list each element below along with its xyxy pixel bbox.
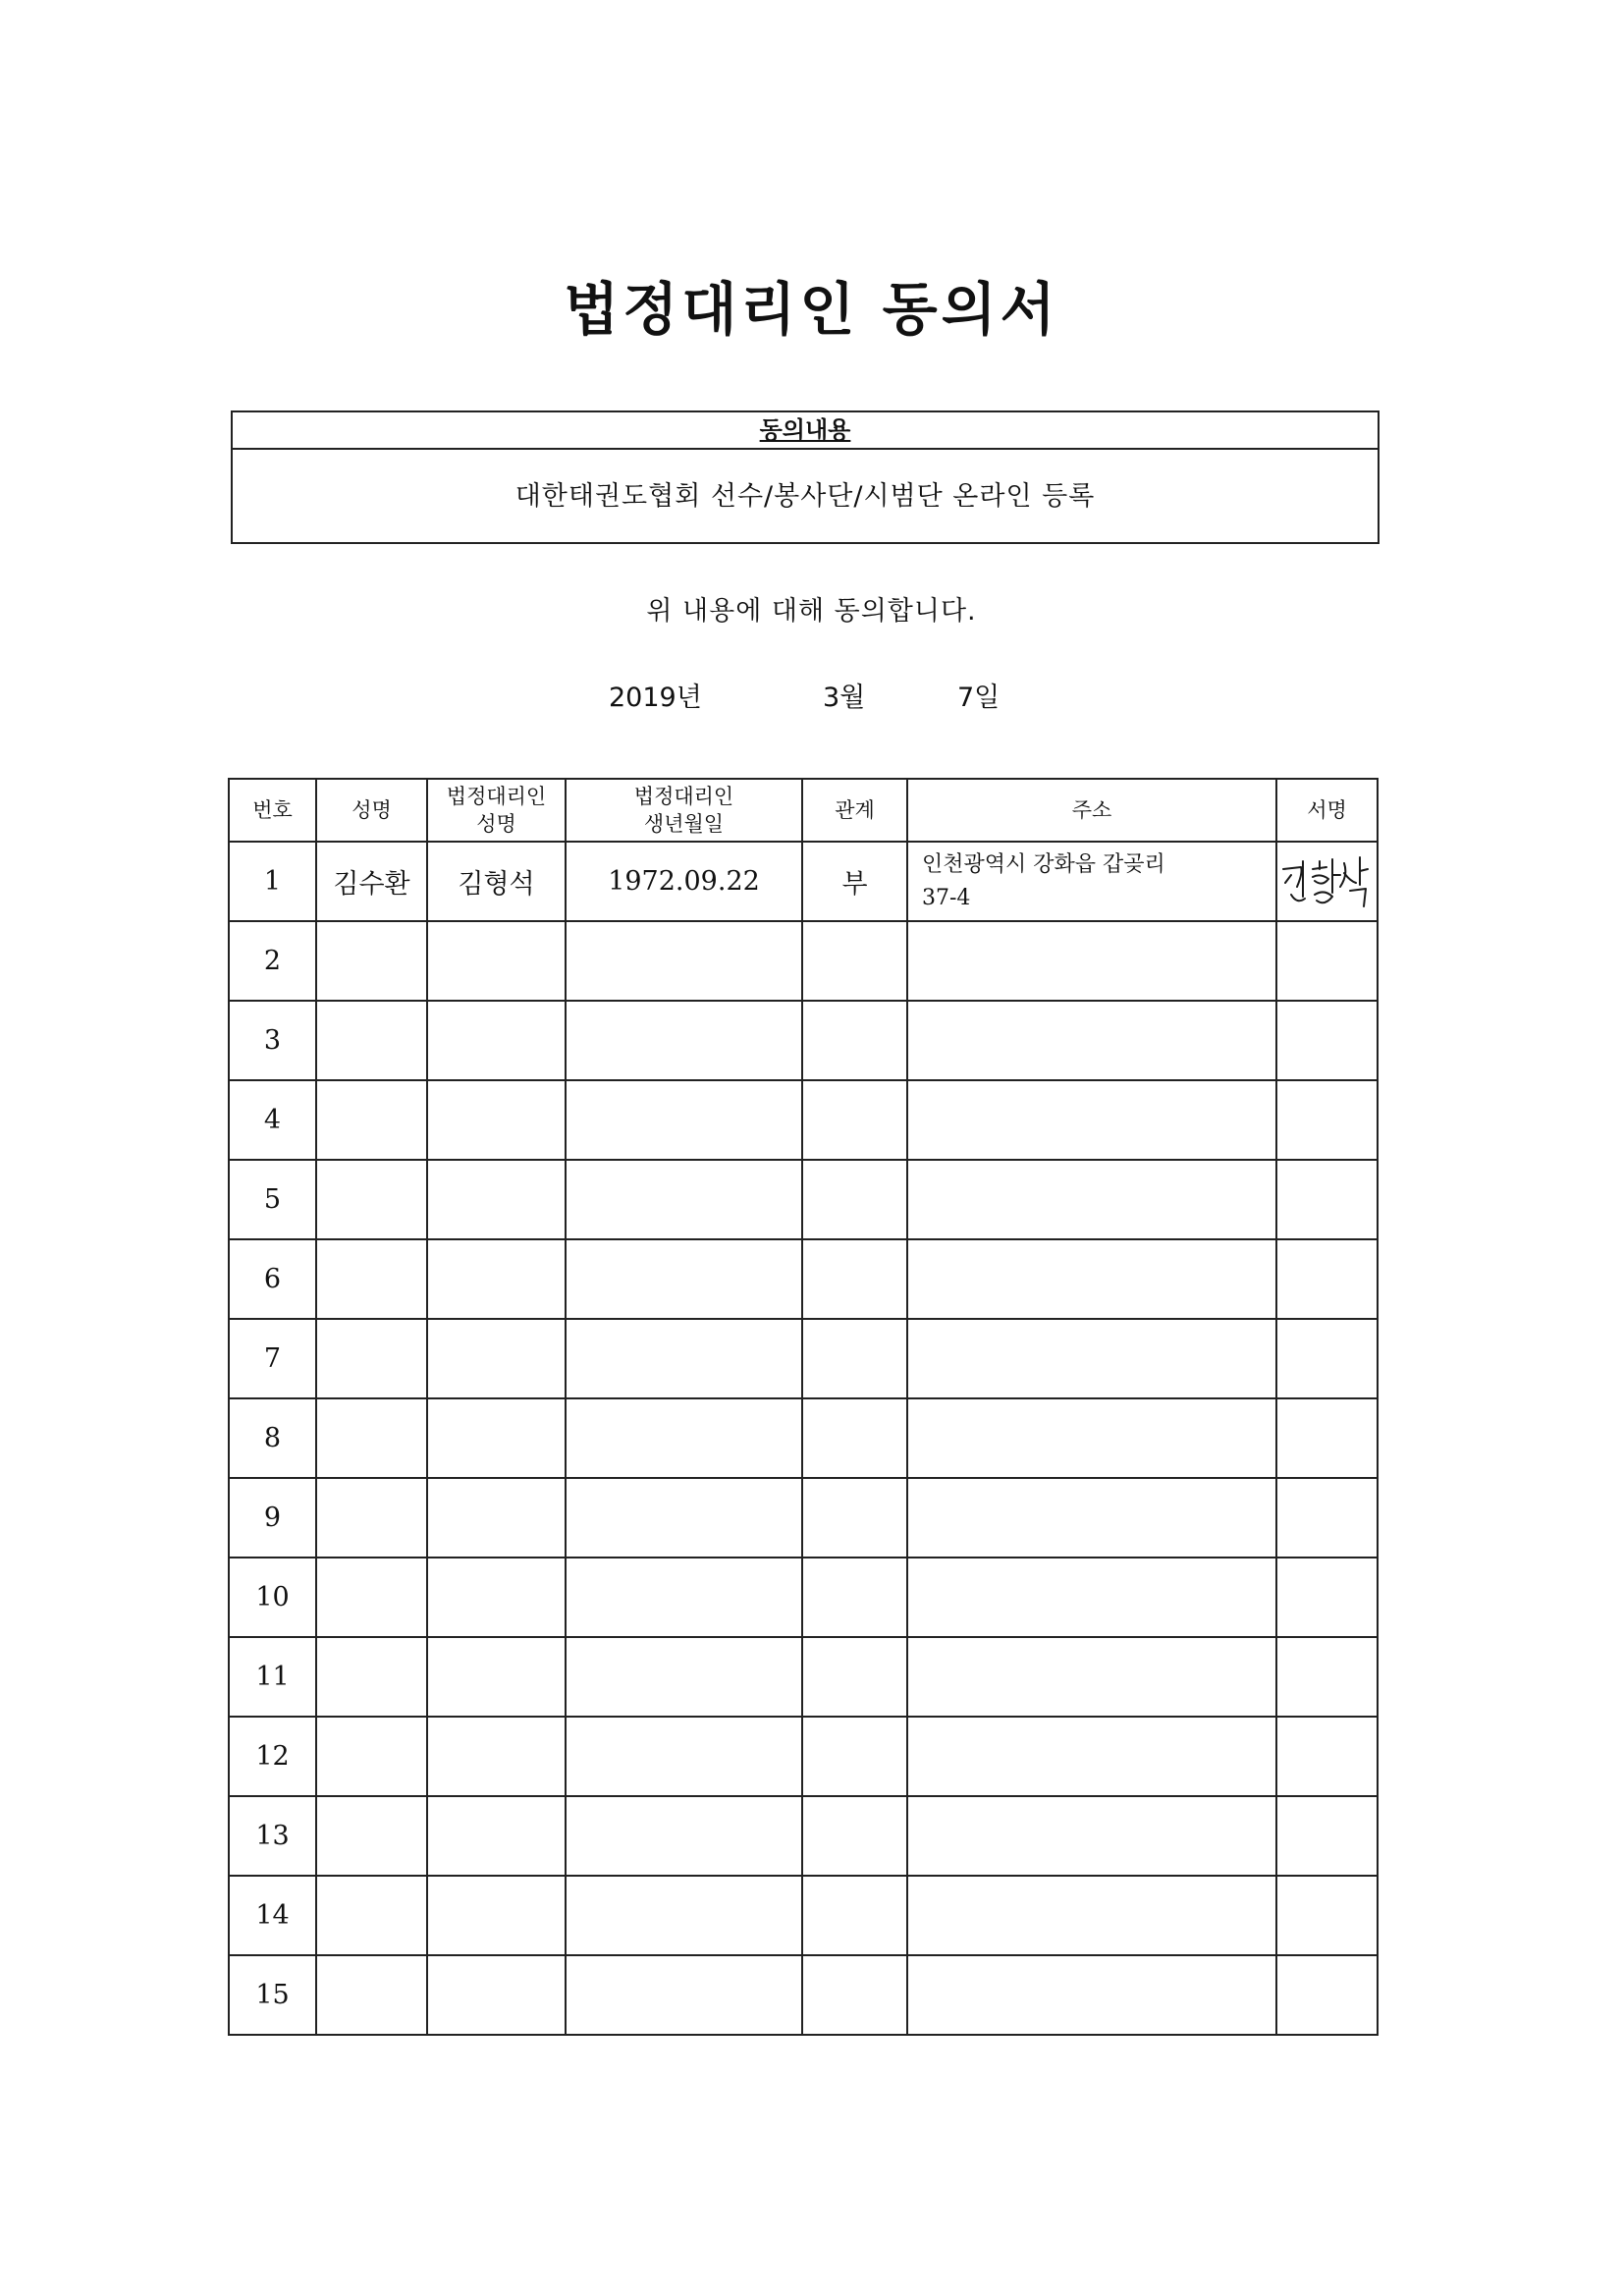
row-no-cell: 2 — [229, 921, 316, 1001]
guardian-birth-cell — [566, 1001, 802, 1080]
address-cell — [907, 921, 1276, 1001]
signature-cell — [1276, 1478, 1378, 1558]
table-row — [229, 1637, 1378, 1717]
col-header-address: 주소 — [907, 779, 1276, 842]
col-header-name: 성명 — [316, 779, 427, 842]
guardian-consent-table — [228, 778, 1379, 2036]
relation-cell — [802, 1398, 907, 1478]
relation-cell — [802, 1796, 907, 1876]
row-no-cell: 11 — [229, 1637, 316, 1717]
table-row — [229, 1398, 1378, 1478]
guardian-name-cell — [427, 1001, 566, 1080]
table-row — [229, 1478, 1378, 1558]
relation-cell — [802, 1160, 907, 1239]
address-cell — [907, 1876, 1276, 1955]
row-no-cell: 4 — [229, 1080, 316, 1160]
table-row — [229, 1955, 1378, 2035]
student-name-cell — [316, 921, 427, 1001]
relation-cell — [802, 1478, 907, 1558]
relation-cell — [802, 1717, 907, 1796]
guardian-name-cell — [427, 1398, 566, 1478]
row-no-cell: 3 — [229, 1001, 316, 1080]
signature-cell — [1276, 1239, 1378, 1319]
address-line-2: 37-4 — [922, 885, 971, 910]
address-cell — [907, 1717, 1276, 1796]
signature-cell — [1276, 1558, 1378, 1637]
guardian-birth-cell — [566, 1558, 802, 1637]
handwritten-signature — [1277, 847, 1374, 916]
guardian-name-cell: 김형석 — [427, 842, 566, 921]
consent-box — [231, 410, 1380, 544]
guardian-birth-cell — [566, 921, 802, 1001]
relation-cell — [802, 921, 907, 1001]
col-header-guardian-name-line1: 법정대리인 — [446, 785, 547, 808]
signature-cell — [1276, 1955, 1378, 2035]
relation-cell — [802, 1239, 907, 1319]
consent-header-label: 동의내용 — [759, 416, 851, 444]
relation-cell — [802, 1319, 907, 1398]
col-header-no: 번호 — [229, 779, 316, 842]
agreement-statement: 위 내용에 대해 동의합니다. — [646, 596, 977, 627]
table-row — [229, 1160, 1378, 1239]
guardian-name-cell — [427, 1080, 566, 1160]
table-row — [229, 1319, 1378, 1398]
guardian-name-cell — [427, 1637, 566, 1717]
address-cell — [907, 1319, 1276, 1398]
table-row — [229, 1876, 1378, 1955]
signature-cell — [1276, 1876, 1378, 1955]
address-cell — [907, 1160, 1276, 1239]
row-no-cell: 15 — [229, 1955, 316, 2035]
guardian-name-cell — [427, 1319, 566, 1398]
address-cell — [907, 1080, 1276, 1160]
relation-cell: 부 — [802, 842, 907, 921]
student-name-cell — [316, 1319, 427, 1398]
signature-cell — [1276, 1080, 1378, 1160]
address-cell — [907, 1796, 1276, 1876]
table-row — [229, 1717, 1378, 1796]
student-name-cell: 김수환 — [316, 842, 427, 921]
relation-cell — [802, 1001, 907, 1080]
relation-cell — [802, 1080, 907, 1160]
table-header-row — [229, 779, 1378, 842]
signature-cell — [1276, 1637, 1378, 1717]
row-no-cell: 6 — [229, 1239, 316, 1319]
col-header-guardian-birth — [566, 779, 802, 842]
address-cell — [907, 1955, 1276, 2035]
address-cell — [907, 1239, 1276, 1319]
table-row — [229, 1558, 1378, 1637]
student-name-cell — [316, 1955, 427, 2035]
signature-cell — [1276, 1796, 1378, 1876]
signature-cell — [1276, 1319, 1378, 1398]
student-name-cell — [316, 1398, 427, 1478]
col-header-signature: 서명 — [1276, 779, 1378, 842]
guardian-birth-cell — [566, 1160, 802, 1239]
guardian-name-cell — [427, 1876, 566, 1955]
student-name-cell — [316, 1717, 427, 1796]
guardian-name-cell — [427, 1558, 566, 1637]
row-no-cell: 7 — [229, 1319, 316, 1398]
row-no-cell: 12 — [229, 1717, 316, 1796]
guardian-birth-cell — [566, 1239, 802, 1319]
guardian-birth-cell: 1972.09.22 — [566, 842, 802, 921]
student-name-cell — [316, 1637, 427, 1717]
row-no-cell: 1 — [229, 842, 316, 921]
col-header-guardian-name — [427, 779, 566, 842]
guardian-name-cell — [427, 1717, 566, 1796]
guardian-name-cell — [427, 1239, 566, 1319]
guardian-birth-cell — [566, 1717, 802, 1796]
row-no-cell: 10 — [229, 1558, 316, 1637]
table-row — [229, 1001, 1378, 1080]
relation-cell — [802, 1955, 907, 2035]
address-line-1: 인천광역시 강화읍 갑곶리 — [922, 851, 1165, 877]
row-no-cell: 13 — [229, 1796, 316, 1876]
student-name-cell — [316, 1876, 427, 1955]
student-name-cell — [316, 1796, 427, 1876]
address-cell — [907, 842, 1276, 921]
consent-content: 대한태권도협회 선수/봉사단/시범단 온라인 등록 — [514, 481, 1096, 512]
student-name-cell — [316, 1160, 427, 1239]
row-no-cell: 8 — [229, 1398, 316, 1478]
guardian-birth-cell — [566, 1955, 802, 2035]
address-cell — [907, 1478, 1276, 1558]
relation-cell — [802, 1558, 907, 1637]
date-month: 3월 — [823, 683, 866, 713]
guardian-name-cell — [427, 921, 566, 1001]
signature-cell — [1276, 842, 1378, 921]
date-day: 7일 — [957, 683, 1001, 713]
row-no-cell: 5 — [229, 1160, 316, 1239]
guardian-name-cell — [427, 1796, 566, 1876]
guardian-birth-cell — [566, 1876, 802, 1955]
student-name-cell — [316, 1080, 427, 1160]
guardian-name-cell — [427, 1160, 566, 1239]
address-cell — [907, 1637, 1276, 1717]
relation-cell — [802, 1637, 907, 1717]
guardian-birth-cell — [566, 1637, 802, 1717]
student-name-cell — [316, 1239, 427, 1319]
signature-cell — [1276, 1398, 1378, 1478]
col-header-guardian-birth-line1: 법정대리인 — [633, 785, 734, 808]
guardian-name-cell — [427, 1478, 566, 1558]
date-year: 2019년 — [609, 683, 702, 713]
table-row — [229, 1239, 1378, 1319]
table-row — [229, 842, 1378, 921]
signature-cell — [1276, 921, 1378, 1001]
guardian-name-cell — [427, 1955, 566, 2035]
table-row — [229, 1796, 1378, 1876]
relation-cell — [802, 1876, 907, 1955]
col-header-guardian-name-line2: 성명 — [476, 812, 516, 836]
student-name-cell — [316, 1001, 427, 1080]
document-title: 법정대리인 동의서 — [564, 276, 1059, 343]
student-name-cell — [316, 1478, 427, 1558]
address-cell — [907, 1558, 1276, 1637]
address-cell — [907, 1398, 1276, 1478]
row-no-cell: 9 — [229, 1478, 316, 1558]
guardian-birth-cell — [566, 1398, 802, 1478]
guardian-birth-cell — [566, 1478, 802, 1558]
consent-header — [233, 412, 1378, 450]
table-row — [229, 1080, 1378, 1160]
guardian-birth-cell — [566, 1080, 802, 1160]
col-header-guardian-birth-line2: 생년월일 — [643, 812, 725, 836]
row-no-cell: 14 — [229, 1876, 316, 1955]
signature-cell — [1276, 1717, 1378, 1796]
table-row — [229, 921, 1378, 1001]
guardian-birth-cell — [566, 1319, 802, 1398]
guardian-birth-cell — [566, 1796, 802, 1876]
col-header-relation: 관계 — [802, 779, 907, 842]
signature-cell — [1276, 1160, 1378, 1239]
signature-cell — [1276, 1001, 1378, 1080]
student-name-cell — [316, 1558, 427, 1637]
address-cell — [907, 1001, 1276, 1080]
